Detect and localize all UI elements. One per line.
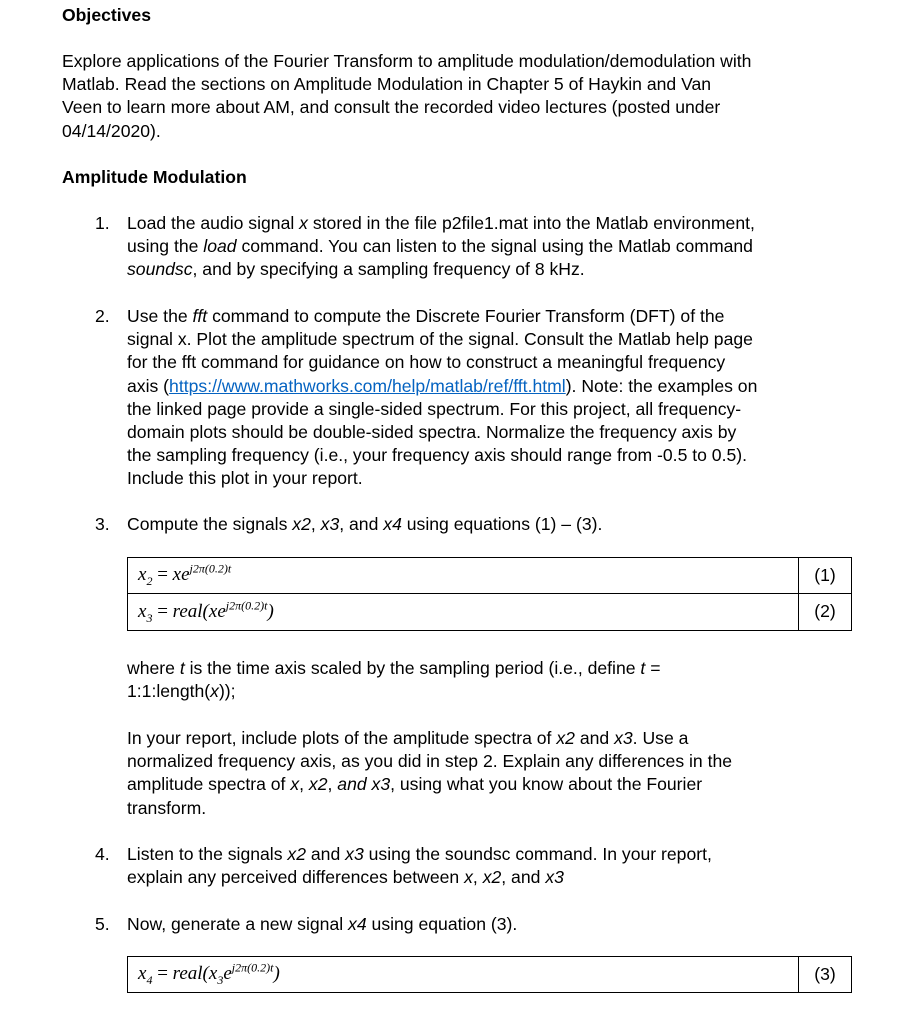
eq-sign: = [152, 600, 173, 622]
eq-close: ) [273, 963, 280, 985]
intro-line: Veen to learn more about AM, and consult the recorded video lectures (posted under [62, 97, 721, 118]
var-t: t [179, 658, 185, 678]
text: In your report, include plots of the amplitude spectra of [127, 728, 557, 748]
text: Use the [127, 306, 193, 326]
step-5-text [127, 913, 862, 936]
step-3-number: 3. [95, 514, 110, 534]
text: and [306, 844, 346, 864]
var: x2 [287, 844, 306, 864]
step-4-number: 4. [95, 844, 110, 864]
eq-lhs: x [138, 564, 147, 586]
equation-1-math [138, 562, 232, 589]
text: using the soundsc command. In your report, [363, 844, 712, 864]
eq-lhs: x [138, 600, 147, 622]
cmd-load: load [203, 236, 237, 257]
text: Now, generate a new signal [127, 914, 349, 934]
text: command. You can listen to the signal using the Matlab command [236, 236, 753, 257]
equation-1-number: (1) [799, 558, 852, 594]
var: x2 [556, 728, 575, 748]
text: command to compute the Discrete Fourier Transform (DFT) of the [207, 306, 725, 326]
eq-exponent: j2π(0.2)t [189, 562, 232, 576]
step-3-report-text [127, 727, 862, 820]
text: Listen to the signals [127, 844, 288, 864]
var: x [464, 867, 473, 888]
var: x3 [545, 867, 564, 888]
text: )); [218, 681, 236, 702]
text: Load the audio signal [127, 213, 300, 233]
var: x3 [614, 728, 633, 748]
text: and [574, 728, 615, 748]
step-4-text [127, 843, 862, 889]
var: x2 [482, 867, 502, 888]
eq-sub: 2 [146, 574, 153, 589]
eq-exponent: j2π(0.2)t [225, 598, 268, 613]
eq-sub: 4 [146, 973, 153, 988]
eq-close: ) [267, 600, 274, 622]
text: = [645, 658, 661, 678]
step-2-number: 2. [95, 306, 110, 326]
var-t: t [640, 658, 646, 678]
var: x2 [308, 774, 328, 795]
text: using equations (1) – (3). [401, 514, 603, 534]
text: is the time axis scaled by the sampling period (i.e., define [184, 658, 641, 678]
cmd-soundsc: soundsc [127, 259, 193, 280]
text: ). Note: the examples on [565, 375, 758, 396]
text: Include this plot in your report. [127, 468, 363, 489]
text: , using what you know about the Fourier [390, 774, 703, 795]
text: explain any perceived differences between [127, 867, 465, 888]
eq-body: e [223, 963, 232, 985]
equation-row-3 [128, 957, 852, 993]
eq-sign: = [152, 963, 173, 985]
text: 1:1:length( [127, 681, 211, 702]
step-2-text [127, 305, 862, 491]
text: , [299, 774, 309, 795]
var: x3 [320, 514, 340, 534]
var: x4 [348, 914, 367, 934]
equation-3-number: (3) [799, 957, 852, 993]
eq-body: xe [172, 564, 190, 586]
text: using equation (3). [366, 914, 518, 934]
text: the linked page provide a single-sided spectrum. For this project, all frequency- [127, 398, 742, 419]
step-3-where-text [127, 657, 862, 703]
eq-lhs: x [138, 963, 147, 985]
text: , [327, 774, 338, 795]
text: transform. [127, 797, 207, 818]
text: , [310, 514, 321, 534]
text: . Use a [632, 728, 689, 748]
equation-table-1-2 [127, 557, 852, 631]
eq-sub: 3 [217, 973, 224, 988]
text: normalized frequency axis, as you did in step 2. Explain any differences in the [127, 751, 733, 772]
eq-body: real(x [172, 963, 218, 985]
step-1-text [127, 212, 862, 282]
text: , and [339, 514, 384, 534]
eq-sign: = [152, 564, 173, 586]
text: amplitude spectra of [127, 774, 291, 795]
var-x: x [210, 681, 219, 702]
step-1-number: 1. [95, 213, 110, 233]
text: the sampling frequency (i.e., your frequency axis should range from -0.5 to 0.5). [127, 445, 748, 466]
text: , [472, 867, 483, 888]
var: x2 [292, 514, 311, 534]
step-3-text [127, 513, 862, 536]
intro-paragraph [62, 50, 862, 143]
eq-exponent: j2π(0.2)t [231, 961, 274, 975]
equation-2-math [138, 598, 274, 625]
text: , and by specifying a sampling frequency of 8 kHz. [192, 259, 585, 280]
text: domain plots should be double-sided spectra. Normalize the frequency axis by [127, 422, 737, 443]
equation-row-1 [128, 558, 852, 594]
eq-body: real(xe [172, 600, 226, 622]
heading-objectives: Objectives [62, 5, 151, 25]
var: x3 [345, 844, 364, 864]
equation-2-number: (2) [799, 594, 852, 630]
intro-line: 04/14/2020). [62, 120, 161, 141]
text: using the [127, 236, 204, 257]
var: x [290, 774, 300, 795]
text: , and [501, 867, 546, 888]
equation-table-3 [127, 956, 852, 993]
equation-3-math [138, 961, 280, 988]
heading-amplitude-modulation: Amplitude Modulation [62, 167, 247, 187]
equation-row-2 [128, 594, 852, 630]
var: x4 [383, 514, 402, 534]
text: Compute the signals [127, 514, 293, 534]
fft-help-link[interactable]: https://www.mathworks.com/help/matlab/ref/fft.html [169, 375, 566, 396]
equation-1 [128, 558, 799, 594]
text: signal x. Plot the amplitude spectrum of the signal. Consult the Matlab help page [127, 329, 753, 350]
cmd-fft: fft [192, 306, 208, 326]
equation-2 [128, 594, 799, 630]
intro-line: Explore applications of the Fourier Transform to amplitude modulation/demodulation with [62, 51, 752, 71]
equation-3 [128, 957, 799, 993]
eq-sub: 3 [146, 610, 153, 625]
var: and x3 [337, 774, 391, 795]
intro-line: Matlab. Read the sections on Amplitude Modulation in Chapter 5 of Haykin and Van [62, 74, 712, 95]
var-x: x [299, 213, 308, 233]
text: stored in the file p2file1.mat into the Matlab environment, [307, 213, 755, 233]
text: axis ( [127, 375, 170, 396]
text: where [127, 658, 180, 678]
text: for the fft command for guidance on how to construct a meaningful frequency [127, 352, 726, 373]
step-5-number: 5. [95, 914, 110, 934]
